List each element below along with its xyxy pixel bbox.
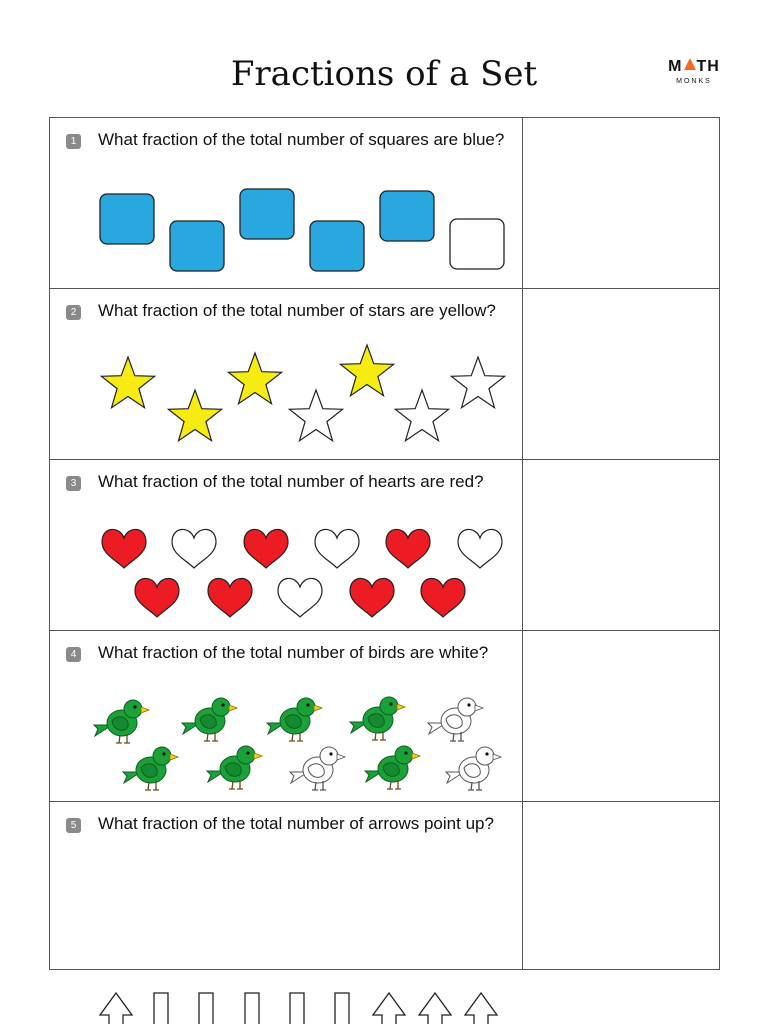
logo-subtitle: MONKS bbox=[676, 78, 712, 85]
arrow-down-icon bbox=[236, 993, 268, 1024]
white-heart bbox=[315, 529, 359, 568]
birds-set bbox=[50, 631, 522, 802]
question-row-4 bbox=[50, 631, 522, 802]
blue-square bbox=[310, 221, 364, 271]
question-number-badge: 3 bbox=[66, 476, 81, 491]
question-text: What fraction of the total number of hearts are red? bbox=[98, 472, 484, 491]
question-row-3 bbox=[50, 460, 522, 631]
white-bird bbox=[446, 747, 501, 790]
red-heart bbox=[244, 529, 288, 568]
arrow-down-icon bbox=[326, 993, 358, 1024]
white-heart bbox=[458, 529, 502, 568]
green-bird bbox=[350, 697, 405, 740]
arrow-down-icon bbox=[281, 993, 313, 1024]
arrow-up-icon bbox=[100, 993, 132, 1024]
worksheet-table bbox=[49, 117, 720, 970]
yellow-star bbox=[340, 345, 393, 396]
red-heart bbox=[135, 578, 179, 617]
white-bird bbox=[428, 698, 483, 741]
hearts-set bbox=[50, 460, 522, 631]
answer-cell-3[interactable] bbox=[523, 460, 719, 630]
arrow-down-icon bbox=[190, 993, 222, 1024]
blue-square bbox=[100, 194, 154, 244]
question-text: What fraction of the total number of arrows point up? bbox=[98, 814, 494, 833]
green-bird bbox=[94, 700, 149, 743]
answer-cell-4[interactable] bbox=[523, 631, 719, 801]
white-square bbox=[450, 219, 504, 269]
question-row-1 bbox=[50, 118, 522, 289]
white-star bbox=[451, 357, 504, 408]
answer-cell-1[interactable] bbox=[523, 118, 719, 288]
answer-cell-2[interactable] bbox=[523, 289, 719, 459]
white-heart bbox=[278, 578, 322, 617]
arrow-up-icon bbox=[419, 993, 451, 1024]
red-heart bbox=[350, 578, 394, 617]
yellow-star bbox=[168, 390, 221, 441]
stars-set bbox=[50, 289, 522, 460]
question-row-2 bbox=[50, 289, 522, 460]
answer-cell-5[interactable] bbox=[523, 802, 719, 972]
math-monks-logo bbox=[666, 58, 722, 86]
red-heart bbox=[208, 578, 252, 617]
green-bird bbox=[182, 698, 237, 741]
arrow-up-icon bbox=[373, 993, 405, 1024]
red-heart bbox=[421, 578, 465, 617]
green-bird bbox=[267, 698, 322, 741]
green-bird bbox=[207, 746, 262, 789]
squares-set bbox=[50, 118, 522, 289]
arrows-set bbox=[50, 802, 522, 973]
arrow-up-icon bbox=[465, 993, 497, 1024]
arrow-down-icon bbox=[145, 993, 177, 1024]
blue-square bbox=[170, 221, 224, 271]
question-number-badge: 1 bbox=[66, 134, 81, 149]
yellow-star bbox=[228, 353, 281, 404]
yellow-star bbox=[101, 357, 154, 408]
question-number-badge: 4 bbox=[66, 647, 81, 662]
question-row-5 bbox=[50, 802, 522, 973]
red-heart bbox=[102, 529, 146, 568]
question-text: What fraction of the total number of stars are yellow? bbox=[98, 301, 496, 320]
white-heart bbox=[172, 529, 216, 568]
white-star bbox=[289, 390, 342, 441]
logo-wordmark: M TH bbox=[668, 58, 720, 75]
question-number-badge: 5 bbox=[66, 818, 81, 833]
white-bird bbox=[290, 747, 345, 790]
white-star bbox=[395, 390, 448, 441]
question-text: What fraction of the total number of birds are white? bbox=[98, 643, 489, 662]
green-bird bbox=[123, 747, 178, 790]
blue-square bbox=[240, 189, 294, 239]
question-number-badge: 2 bbox=[66, 305, 81, 320]
blue-square bbox=[380, 191, 434, 241]
page-title: Fractions of a Set bbox=[230, 54, 538, 94]
red-heart bbox=[386, 529, 430, 568]
question-text: What fraction of the total number of squares are blue? bbox=[98, 130, 505, 149]
green-bird bbox=[365, 746, 420, 789]
logo-triangle-icon bbox=[684, 58, 696, 70]
